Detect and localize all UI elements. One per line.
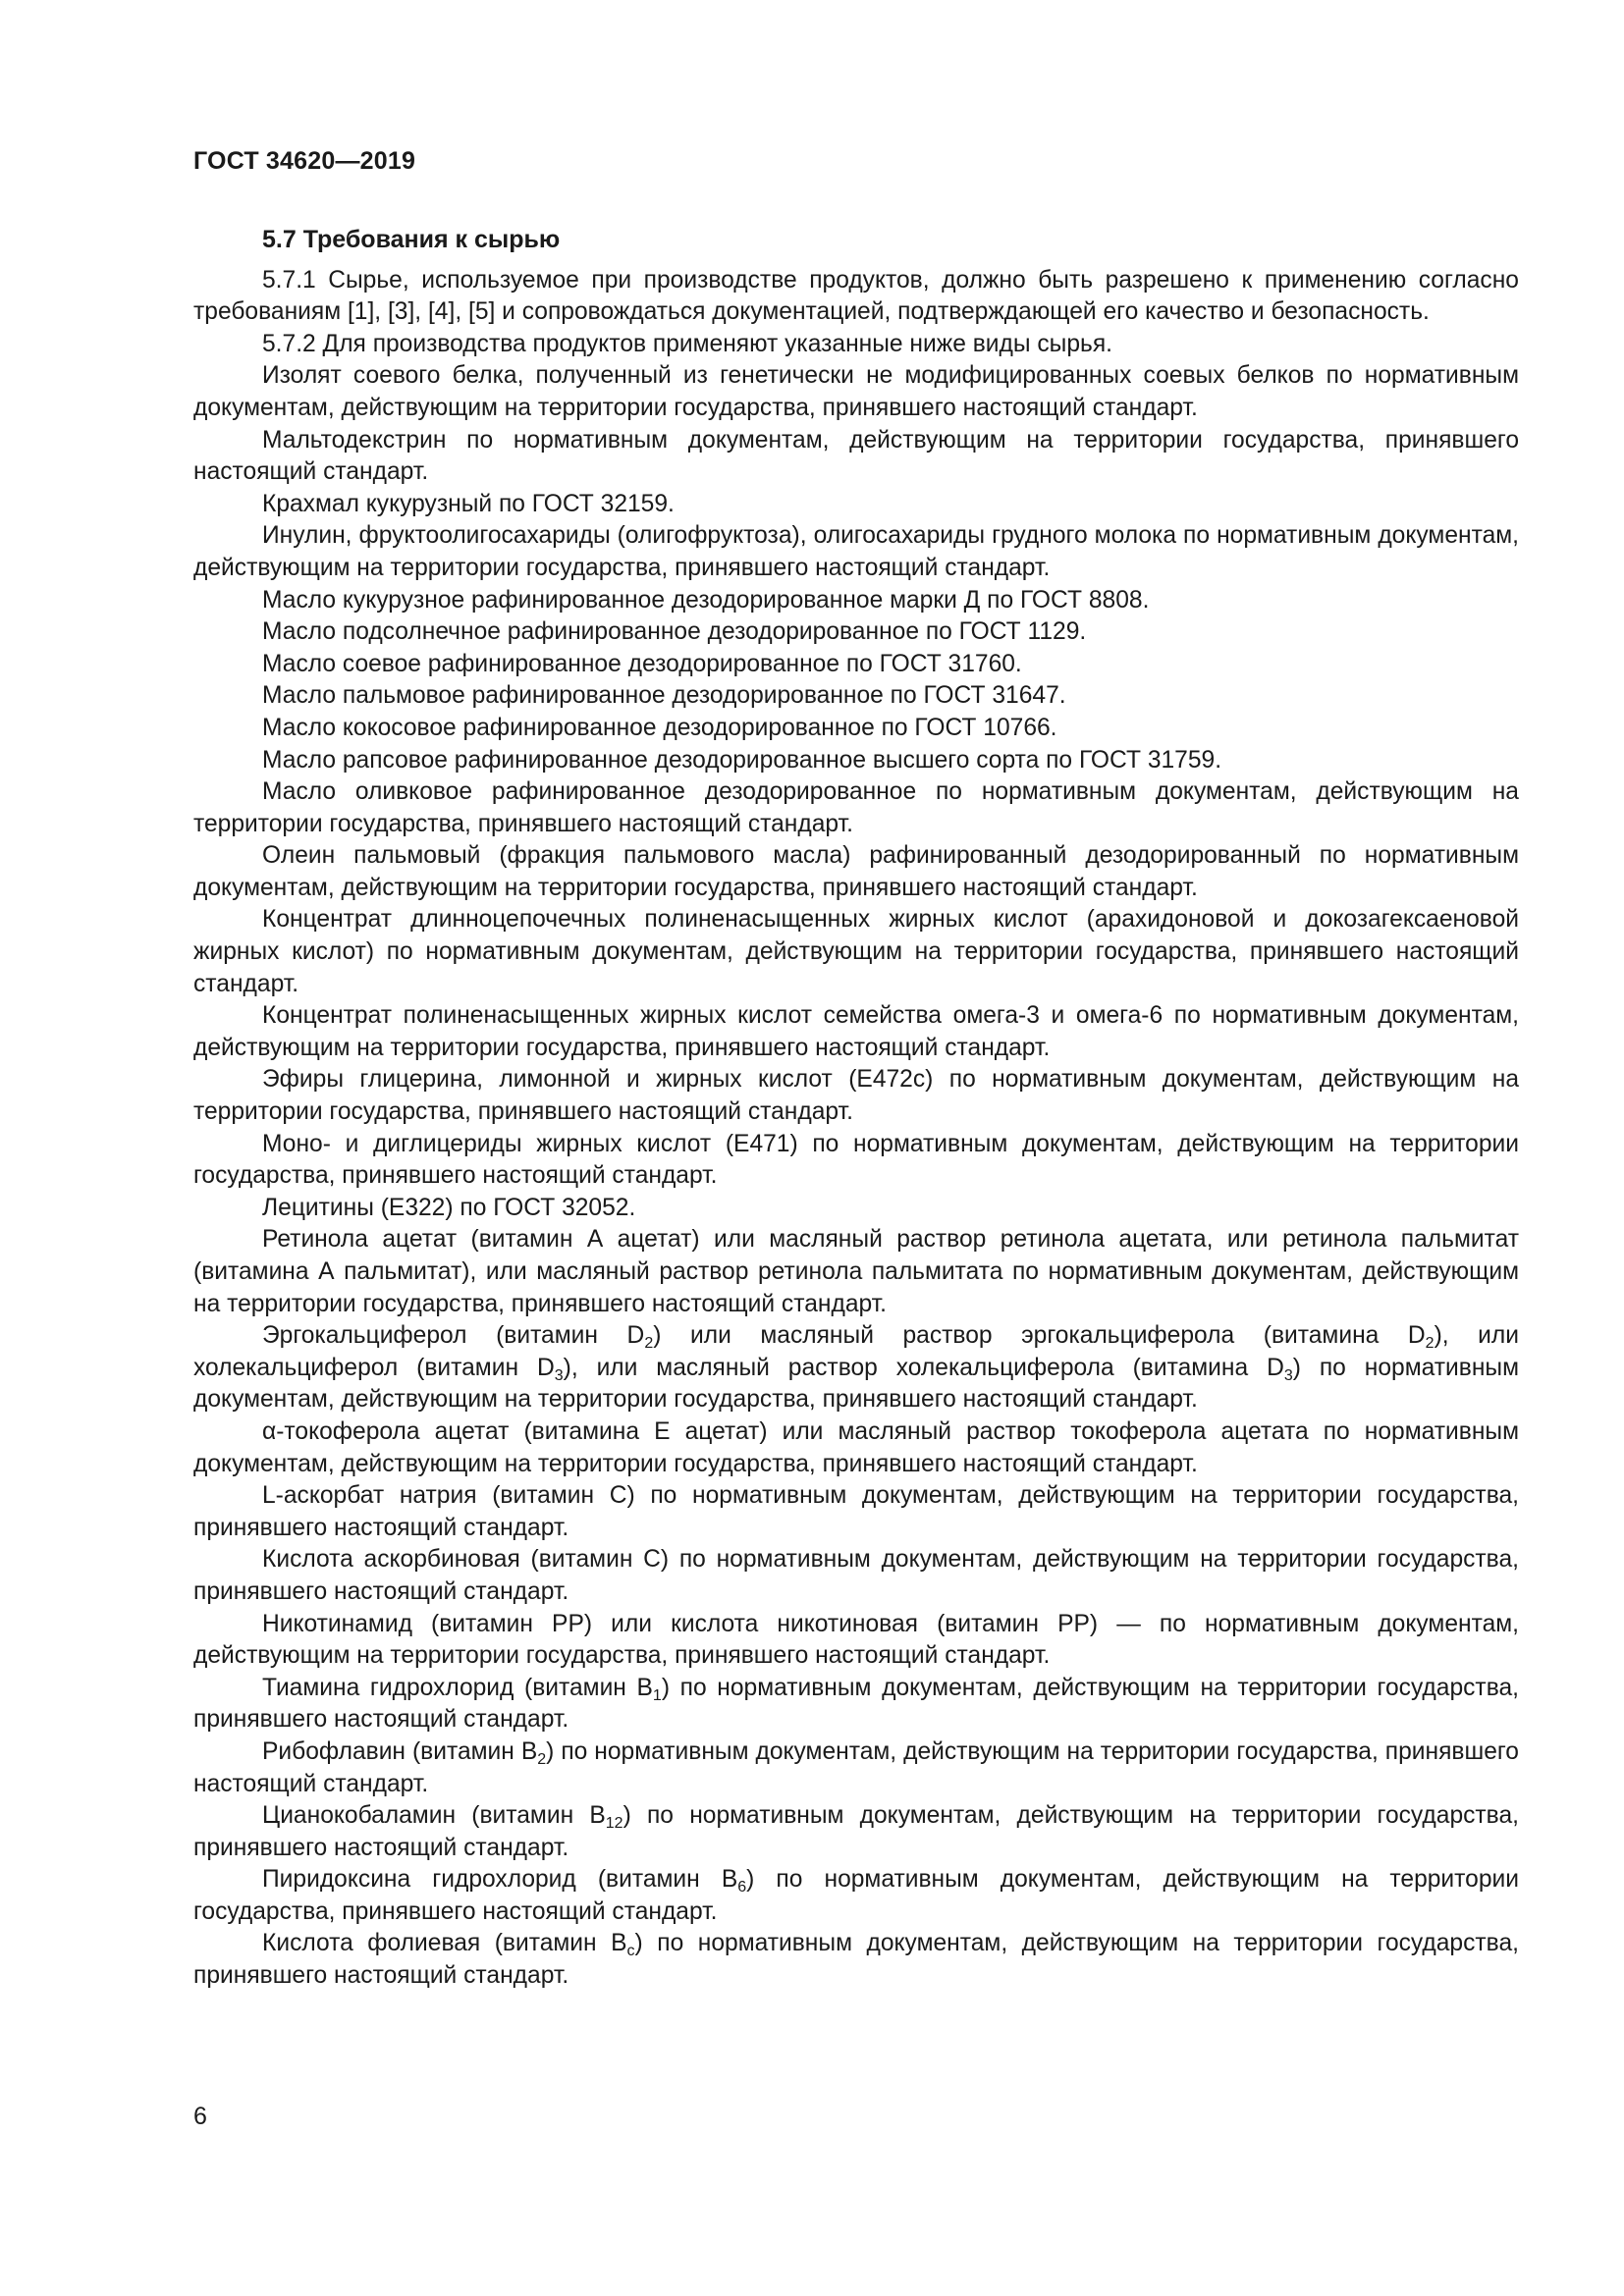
paragraph: Масло кокосовое рафинированное дезодорированное по ГОСТ 10766. — [262, 714, 1057, 741]
document-code: ГОСТ 34620—2019 — [193, 147, 416, 175]
paragraph: Масло рапсовое рафинированное дезодорированное высшего сорта по ГОСТ 31759. — [262, 746, 1222, 774]
paragraph: 5.7.2 Для производства продуктов применяют указанные ниже виды сырья. — [262, 330, 1112, 357]
paragraph: Моно- и диглицериды жирных кислот (Е471) по нормативным документам, действующим на территории государства, принявшего настоящий стандарт. — [193, 1130, 1519, 1190]
document-body — [193, 224, 1519, 1993]
paragraph: L-аскорбат натрия (витамин С) по нормативным документам, действующим на территории государства, принявшего настоящий стандарт. — [193, 1482, 1519, 1541]
paragraph-vitamin-d — [193, 1320, 1519, 1416]
subscript: 2 — [1425, 1335, 1435, 1353]
subscript: 6 — [737, 1879, 747, 1896]
paragraph: Масло подсолнечное рафинированное дезодорированное по ГОСТ 1129. — [262, 618, 1087, 646]
paragraph-vitamin-b1 — [193, 1673, 1519, 1736]
paragraph: Мальтодекстрин по нормативным документам, действующим на территории государства, принявшего настоящий стандарт. — [193, 426, 1519, 486]
text-run: ) по нормативным документам, действующим на территории государства, принявшего настоящий стандарт. — [193, 1674, 1519, 1734]
text-run: Пиридоксина гидрохлорид (витамин В — [262, 1866, 738, 1894]
subscript: 2 — [537, 1750, 547, 1768]
paragraph: Масло кукурузное рафинированное дезодорированное марки Д по ГОСТ 8808. — [262, 586, 1150, 614]
paragraph: 5.7.1 Сырье, используемое при производстве продуктов, должно быть разрешено к применению согласно требованиям [1], [3], [4], [5] и сопровождаться документацией, подтверждающей его качество и безопасность. — [193, 266, 1519, 326]
text-run: ), или масляный раствор холекальциферола (витамина D — [563, 1354, 1284, 1381]
subscript: 3 — [1283, 1366, 1293, 1384]
subscript: с — [626, 1943, 635, 1960]
paragraph: Изолят соевого белка, полученный из генетически не модифицированных соевых белков по нормативным документам, действующим на территории государства, принявшего настоящий стандарт. — [193, 362, 1519, 421]
paragraph-vitamin-bc — [193, 1928, 1519, 1992]
paragraph: Концентрат полиненасыщенных жирных кислот семейства омега-3 и омега-6 по нормативным документам, действующим на территории государства, принявшего настоящий стандарт. — [193, 1002, 1519, 1061]
paragraph: Масло пальмовое рафинированное дезодорированное по ГОСТ 31647. — [262, 682, 1066, 710]
paragraph-vitamin-b6 — [193, 1864, 1519, 1928]
page-number: 6 — [193, 2103, 207, 2130]
paragraph-vitamin-b12 — [193, 1800, 1519, 1864]
text-run: ) по нормативным документам, действующим на территории государства, принявшего настоящий стандарт. — [193, 1930, 1519, 1990]
paragraph-vitamin-b2 — [193, 1736, 1519, 1800]
paragraph: α-токоферола ацетат (витамина Е ацетат) или масляный раствор токоферола ацетата по нормативным документам, действующим на территории государства, принявшего настоящий стандарт. — [193, 1417, 1519, 1477]
text-run: ), или холекальциферол (витамин D — [193, 1322, 1519, 1381]
text-run: Тиамина гидрохлорид (витамин В — [262, 1674, 653, 1701]
paragraph: Масло соевое рафинированное дезодорированное по ГОСТ 31760. — [262, 650, 1022, 677]
paragraph: Лецитины (Е322) по ГОСТ 32052. — [262, 1194, 636, 1221]
section-title: 5.7 Требования к сырью — [262, 226, 561, 253]
document-page — [193, 0, 1519, 2296]
text-run: ) по нормативным документам, действующим на территории государства, принявшего настоящий стандарт. — [193, 1737, 1519, 1797]
subscript: 1 — [652, 1686, 662, 1704]
paragraph: Масло оливковое рафинированное дезодорированное по нормативным документам, действующим на территории государства, принявшего настоящий стандарт. — [193, 778, 1519, 837]
subscript: 3 — [554, 1366, 564, 1384]
text-run: ) по нормативным документам, действующим на территории государства, принявшего настоящий стандарт. — [193, 1802, 1519, 1861]
text-run: Кислота фолиевая (витамин В — [262, 1930, 627, 1957]
paragraph: Ретинола ацетат (витамин А ацетат) или масляный раствор ретинола ацетата, или ретинола пальмитат (витамина А пальмитат), или масляный раствор ретинола пальмитата по нормативным документам, действующим на территории государства, принявшего настоящий стандарт. — [193, 1226, 1519, 1317]
paragraph: Кислота аскорбиновая (витамин С) по нормативным документам, действующим на территории государства, принявшего настоящий стандарт. — [193, 1546, 1519, 1605]
subscript: 12 — [605, 1815, 623, 1833]
paragraph: Концентрат длинноцепочечных полиненасыщенных жирных кислот (арахидоновой и докозагексаеновой жирных кислот) по нормативным документам, действующим на территории государства, принявшего настоящий стандарт. — [193, 906, 1519, 997]
text-run: ) по нормативным документам, действующим на территории государства, принявшего настоящий стандарт. — [193, 1866, 1519, 1925]
paragraph: Крахмал кукурузный по ГОСТ 32159. — [262, 490, 675, 517]
text-run: ) или масляный раствор эргокальциферола (витамина D — [653, 1322, 1426, 1350]
paragraph: Олеин пальмовый (фракция пальмового масла) рафинированный дезодорированный по нормативным документам, действующим на территории государства, принявшего настоящий стандарт. — [193, 842, 1519, 901]
subscript: 2 — [644, 1335, 654, 1353]
text-run: ) по нормативным документам, действующим на территории государства, принявшего настоящий стандарт. — [193, 1354, 1519, 1414]
text-run: Цианокобаламин (витамин В — [262, 1802, 606, 1830]
text-run: Эргокальциферол (витамин D — [262, 1322, 645, 1350]
paragraph: Эфиры глицерина, лимонной и жирных кислот (Е472с) по нормативным документам, действующим на территории государства, принявшего настоящий стандарт. — [193, 1066, 1519, 1126]
paragraph: Никотинамид (витамин РР) или кислота никотиновая (витамин РР) — по нормативным документам, действующим на территории государства, принявшего настоящий стандарт. — [193, 1610, 1519, 1670]
paragraph: Инулин, фруктоолигосахариды (олигофруктоза), олигосахариды грудного молока по нормативным документам, действующим на территории государства, принявшего настоящий стандарт. — [193, 522, 1519, 581]
text-run: Рибофлавин (витамин В — [262, 1737, 538, 1765]
